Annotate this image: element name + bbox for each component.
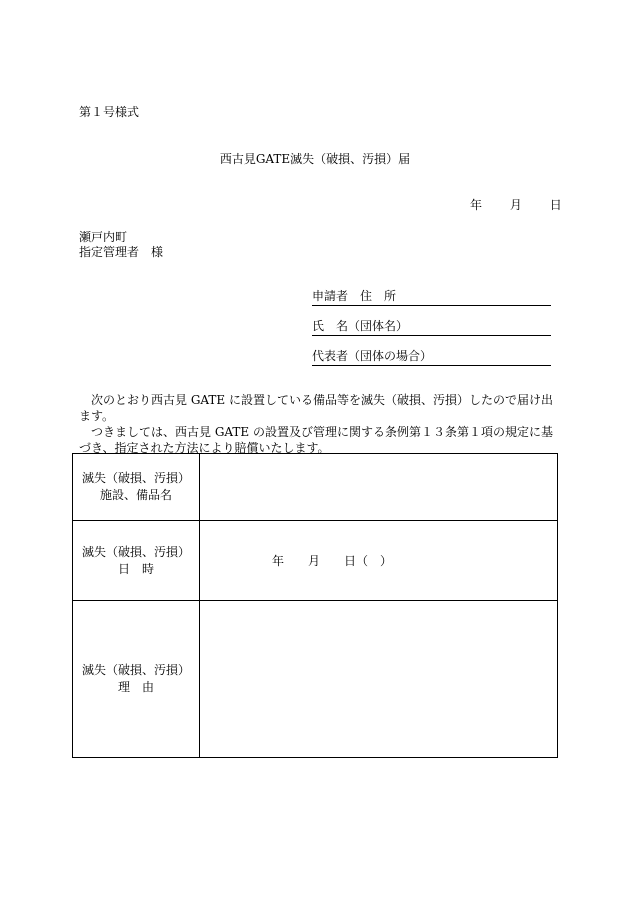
label-reason-line1: 滅失（破損、汚損）: [81, 663, 190, 677]
label-datetime: [73, 521, 200, 601]
table-row-reason: [73, 601, 558, 758]
representative-label: 代表者（団体の場合）: [312, 349, 433, 363]
label-item-line2: 施設、備品名: [99, 488, 172, 502]
addressee-line1: 瀬戸内町: [79, 230, 128, 244]
value-datetime-cell[interactable]: [200, 521, 558, 601]
label-reason-line2: 理 由: [117, 680, 154, 694]
applicant-label: 申請者: [312, 289, 349, 303]
date-line: [470, 196, 562, 213]
body-text: [79, 392, 559, 456]
addressee-line2: 指定管理者 様: [79, 245, 164, 259]
date-month: 月: [509, 198, 522, 212]
label-datetime-line2: 日 時: [117, 561, 154, 576]
table-row-item: [73, 454, 558, 521]
applicant-address-field[interactable]: [312, 287, 551, 306]
applicant-name-field[interactable]: [312, 317, 551, 336]
name-label: 氏 名（団体名）: [312, 319, 409, 333]
representative-field[interactable]: [312, 347, 551, 366]
form-number: 第１号様式: [79, 105, 140, 119]
table-row-datetime: [73, 521, 558, 601]
label-item: [73, 454, 200, 521]
document-title: 西古見GATE滅失（破損、汚損）届: [219, 152, 411, 166]
value-item-cell[interactable]: [200, 454, 558, 521]
body-paragraph-2: つきましては、西古見 GATE の設置及び管理に関する条例第１３条第１項の規定に基づき、指定された方法により賠償いたします。: [79, 425, 553, 455]
address-label: 住 所: [360, 289, 397, 303]
datetime-template: 年 月 日（ ）: [272, 554, 393, 568]
incident-table: [72, 453, 558, 758]
value-reason-cell[interactable]: [200, 601, 558, 758]
label-item-line1: 滅失（破損、汚損）: [81, 471, 190, 485]
date-year: 年: [470, 198, 483, 212]
label-reason: [73, 601, 200, 758]
body-paragraph-1: 次のとおり西古見 GATE に設置している備品等を滅失（破損、汚損）したので届け出ます。: [79, 393, 553, 423]
date-day: 日: [549, 198, 562, 212]
label-datetime-line1: 滅失（破損、汚損）: [81, 544, 190, 559]
